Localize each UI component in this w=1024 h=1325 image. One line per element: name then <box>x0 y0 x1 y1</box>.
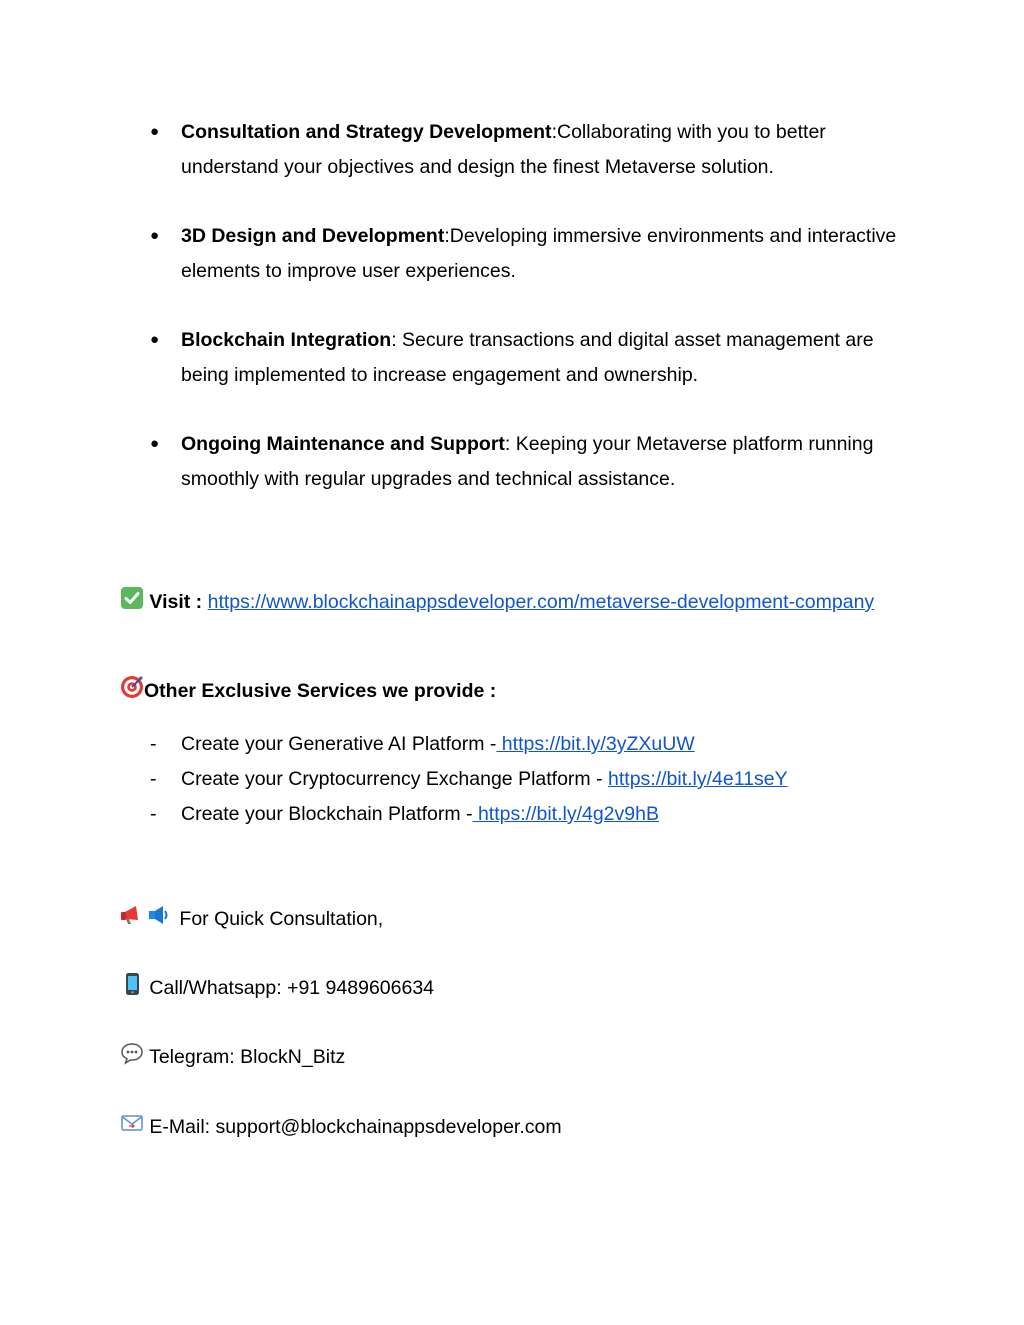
services-heading-text: Other Exclusive Services we provide : <box>144 680 497 703</box>
list-dash: - <box>150 768 157 790</box>
service-item-crypto-exchange <box>150 767 788 791</box>
bullet-description: :Developing immersive environments and interactive elements to improve user experiences. <box>181 225 897 282</box>
bullet-title: Blockchain Integration <box>181 329 392 351</box>
bullet-dot: ● <box>150 227 160 244</box>
bullet-text <box>181 115 910 184</box>
speech-bubble-icon <box>120 1041 144 1071</box>
quick-consultation-line <box>120 905 383 935</box>
service-text: Create your Cryptocurrency Exchange Platform - <box>181 768 609 790</box>
service-link[interactable]: https://bit.ly/3yZXuUW <box>496 733 695 755</box>
bullet-dot: ● <box>150 331 160 348</box>
email-text: E-Mail: support@blockchainappsdeveloper.com <box>149 1116 562 1139</box>
service-text: Create your Blockchain Platform - <box>181 803 473 825</box>
mobile-phone-icon <box>120 972 144 1002</box>
service-link[interactable]: https://bit.ly/4g2v9hB <box>472 803 659 825</box>
visit-label: Visit : <box>149 591 208 614</box>
bullet-text <box>181 427 910 496</box>
list-dash: - <box>150 733 157 755</box>
service-item-generative-ai <box>150 732 695 756</box>
list-dash: - <box>150 803 157 825</box>
loudspeaker-icon <box>147 903 171 933</box>
bullet-title: Ongoing Maintenance and Support <box>181 433 505 455</box>
services-heading <box>120 677 496 707</box>
megaphone-icon <box>120 903 146 933</box>
check-mark-icon <box>120 586 144 616</box>
telegram-line <box>120 1043 345 1073</box>
bullet-text <box>181 219 910 288</box>
bullet-title: 3D Design and Development <box>181 225 445 247</box>
service-link[interactable]: https://bit.ly/4e11seY <box>608 768 788 790</box>
call-line <box>120 974 434 1004</box>
service-text: Create your Generative AI Platform - <box>181 733 497 755</box>
email-icon <box>120 1111 144 1141</box>
email-line <box>120 1113 562 1143</box>
call-text: Call/Whatsapp: +91 9489606634 <box>149 977 435 1000</box>
bullet-dot: ● <box>150 435 160 452</box>
quick-consultation-text: For Quick Consultation, <box>179 908 384 931</box>
bullet-description: : Keeping your Metaverse platform running smoothly with regular upgrades and technical assistance. <box>181 433 874 490</box>
telegram-text: Telegram: BlockN_Bitz <box>149 1046 346 1069</box>
bullet-description: :Collaborating with you to better understand your objectives and design the finest Metaverse solution. <box>181 121 826 178</box>
visit-line <box>120 588 874 618</box>
service-item-blockchain <box>150 802 659 826</box>
bullet-dot: ● <box>150 123 160 140</box>
target-icon <box>120 675 144 705</box>
visit-link[interactable]: https://www.blockchainappsdeveloper.com/metaverse-development-company <box>207 591 875 614</box>
bullet-description: : Secure transactions and digital asset management are being implemented to increase engagement and ownership. <box>181 329 874 386</box>
bullet-title: Consultation and Strategy Development <box>181 121 552 143</box>
bullet-text <box>181 323 910 392</box>
